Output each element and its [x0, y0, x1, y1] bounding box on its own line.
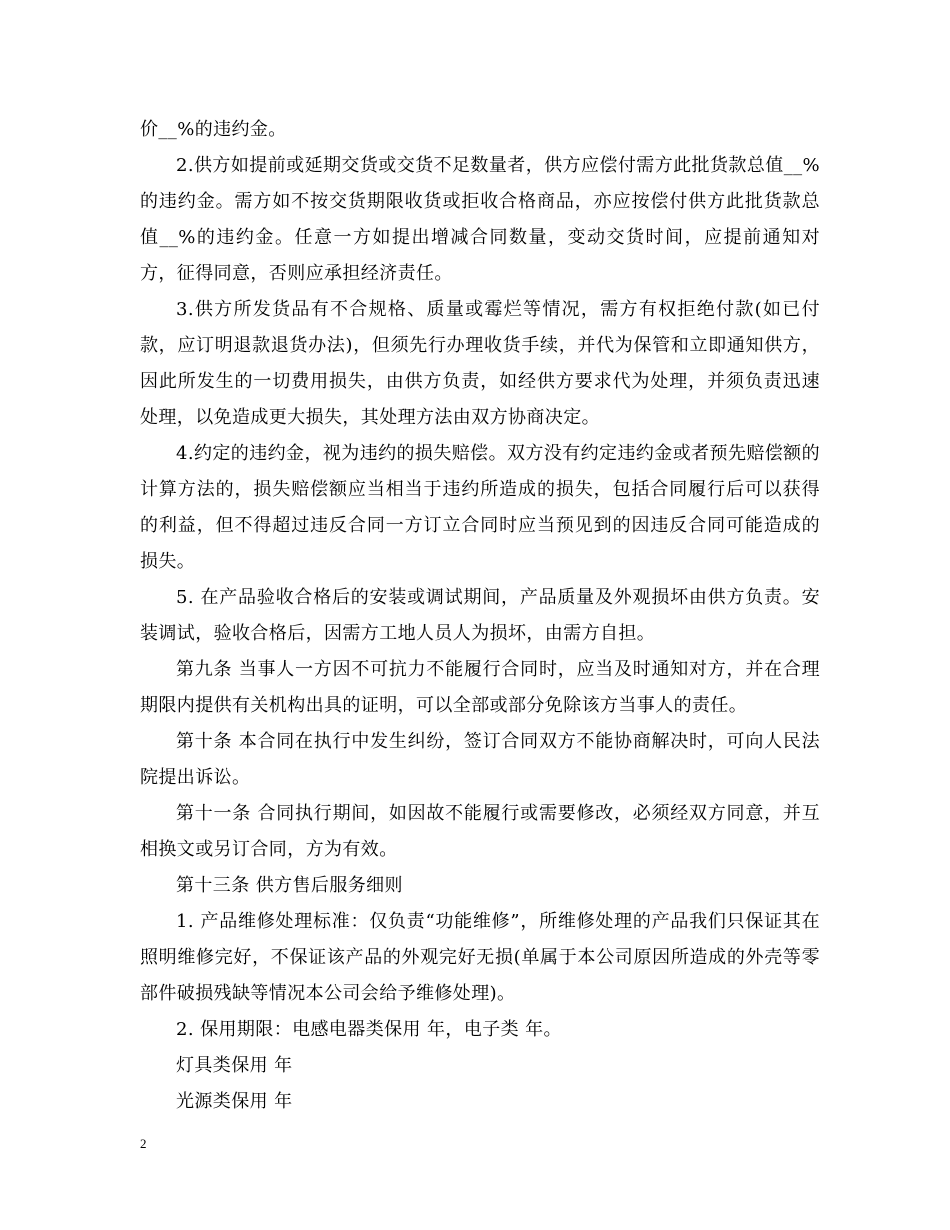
document-body	[140, 112, 820, 1120]
paragraph-clause-2: 2.供方如提前或延期交货或交货不足数量者，供方应偿付需方此批货款总值__%的违约金。需方如不按交货期限收货或拒收合格商品，亦应按偿付供方此批货款总值__%的违约金。任意一方如提出增减合同数量，变动交货时间，应提前通知对方，征得同意，否则应承担经济责任。	[140, 155, 820, 284]
paragraph-clause-3: 3.供方所发货品有不合规格、质量或霉烂等情况，需方有权拒绝付款(如已付款，应订明退款退货办法)，但须先行办理收货手续，并代为保管和立即通知供方，因此所发生的一切费用损失，由供方负责，如经供方要求代为处理，并须负责迅速处理，以免造成更大损失，其处理方法由双方协商决定。	[140, 299, 820, 428]
paragraph-service-item-2: 2. 保用期限：电感电器类保用 年，电子类 年。	[176, 1019, 562, 1040]
paragraph-continuation: 价__%的违约金。	[140, 119, 287, 140]
paragraph-article-11: 第十一条 合同执行期间，如因故不能履行或需要修改，必须经双方同意，并互相换文或另订合同，方为有效。	[140, 803, 820, 860]
paragraph-service-item-1: 1. 产品维修处理标准：仅负责“功能维修”，所维修处理的产品我们只保证其在照明维修完好，不保证该产品的外观完好无损(单属于本公司原因所造成的外壳等零部件破损残缺等情况本公司会给予维修处理)。	[140, 911, 820, 1004]
paragraph-article-9: 第九条 当事人一方因不可抗力不能履行合同时，应当及时通知对方，并在合理期限内提供有关机构出具的证明，可以全部或部分免除该方当事人的责任。	[140, 659, 820, 716]
paragraph-article-10: 第十条 本合同在执行中发生纠纷，签订合同双方不能协商解决时，可向人民法院提出诉讼。	[140, 731, 820, 788]
paragraph-lamp-warranty: 灯具类保用 年	[176, 1055, 293, 1076]
paragraph-light-source-warranty: 光源类保用 年	[176, 1091, 293, 1112]
paragraph-article-13-heading: 第十三条 供方售后服务细则	[176, 875, 403, 896]
paragraph-clause-4: 4.约定的违约金，视为违约的损失赔偿。双方没有约定违约金或者预先赔偿额的计算方法的，损失赔偿额应当相当于违约所造成的损失，包括合同履行后可以获得的利益，但不得超过违反合同一方订立合同时应当预见到的因违反合同可能造成的损失。	[140, 443, 820, 572]
page-number: 2	[140, 1136, 147, 1151]
paragraph-clause-5: 5. 在产品验收合格后的安装或调试期间，产品质量及外观损坏由供方负责。安装调试，验收合格后，因需方工地人员人为损坏，由需方自担。	[140, 587, 820, 644]
